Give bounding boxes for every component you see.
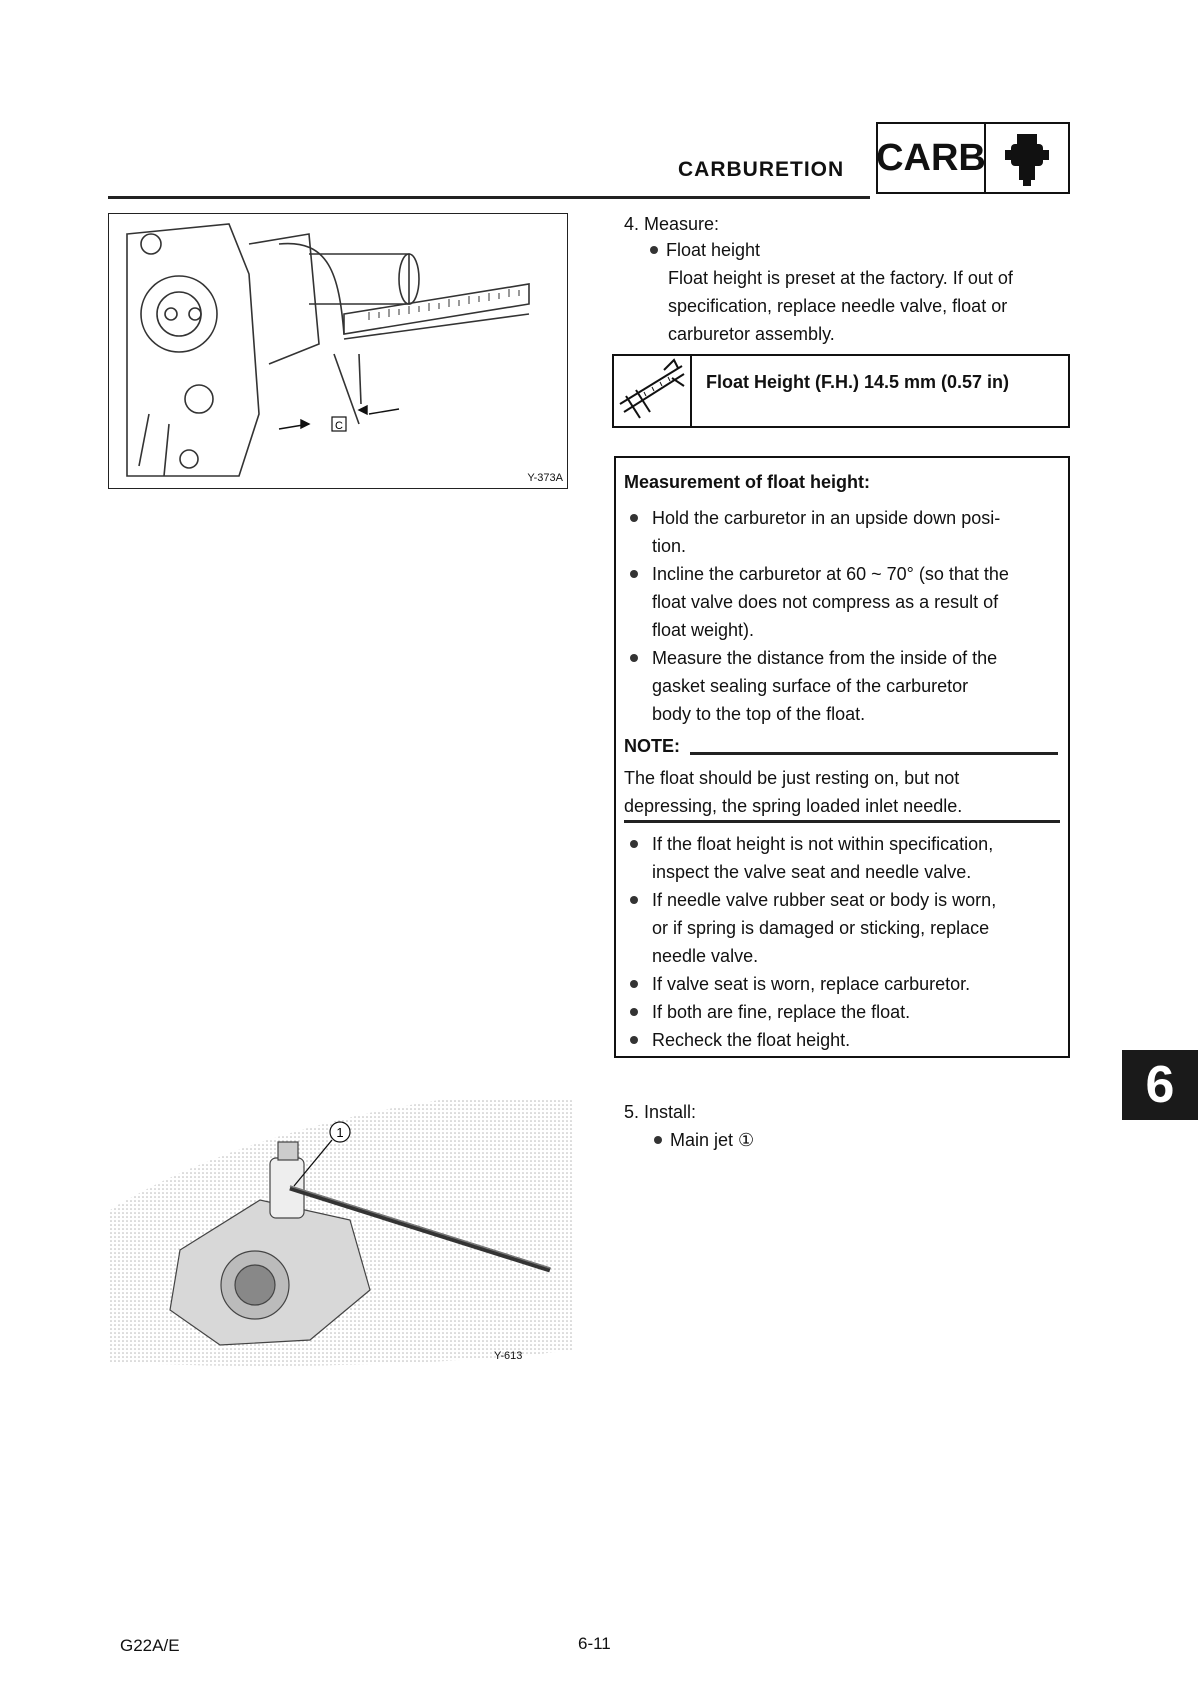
carburetor-icon <box>986 124 1068 192</box>
bullet-icon <box>630 896 638 904</box>
spec-box <box>612 354 1070 428</box>
float-height-figure <box>108 213 568 489</box>
figure-callout-c: C <box>335 420 343 432</box>
chapter-tab: 6 <box>1122 1050 1198 1120</box>
measurement-procedure-box <box>614 456 1070 1058</box>
note-label: NOTE: <box>624 736 680 756</box>
note-rule <box>690 752 1058 755</box>
desc-line: carburetor assembly. <box>668 324 835 344</box>
step-4-item <box>650 236 760 264</box>
main-jet-figure <box>110 1100 572 1370</box>
section-tag-box <box>876 122 1070 194</box>
step-4-description <box>668 264 1078 348</box>
bullet-icon <box>650 246 658 254</box>
figure-code: Y-373A <box>527 472 563 484</box>
list-item: If the float height is not within specification, inspect the valve seat and needle valve. <box>626 830 1056 886</box>
step-5-item-label: Main jet ① <box>670 1130 755 1150</box>
desc-line: specification, replace needle valve, float or <box>668 296 1008 316</box>
figure-code: Y-613 <box>494 1350 523 1362</box>
list-item: If both are fine, replace the float. <box>626 998 1056 1026</box>
main-jet-photo <box>110 1100 572 1370</box>
header-rule <box>108 196 870 199</box>
list-item: If valve seat is worn, replace carburetor. <box>626 970 1056 998</box>
spec-value: Float Height (F.H.) 14.5 mm (0.57 in) <box>706 372 1010 392</box>
bullet-icon <box>630 1008 638 1016</box>
list-item: Hold the carburetor in an upside down posi- tion. <box>626 504 1056 560</box>
list-item: If needle valve rubber seat or body is worn, or if spring is damaged or sticking, replace needle valve. <box>626 886 1056 970</box>
step-5-item <box>654 1126 754 1154</box>
bullet-icon <box>654 1136 662 1144</box>
list-item: Incline the carburetor at 60 ~ 70° (so that the float valve does not compress as a result of float weight). <box>626 560 1056 644</box>
bullet-icon <box>630 654 638 662</box>
bullet-icon <box>630 840 638 848</box>
bullet-icon <box>630 980 638 988</box>
measurement-title: Measurement of float height: <box>624 472 871 492</box>
desc-line: Float height is preset at the factory. If out of <box>668 268 1013 288</box>
section-tag: CARB <box>878 124 986 192</box>
list-item: Recheck the float height. <box>626 1026 1056 1054</box>
step-4-heading: 4. Measure: <box>624 214 720 234</box>
list-item: Measure the distance from the inside of the gasket sealing surface of the carburetor body to the top of the float. <box>626 644 1056 728</box>
bullet-icon <box>630 1036 638 1044</box>
section-title: CARBURETION <box>678 158 845 181</box>
step-4-item-label: Float height <box>666 240 761 260</box>
note-text: The float should be just resting on, but not depressing, the spring loaded inlet needle. <box>624 768 963 816</box>
bullet-icon <box>630 514 638 522</box>
page-number: 6-11 <box>578 1634 611 1653</box>
bullet-icon <box>630 570 638 578</box>
caliper-icon <box>614 356 692 426</box>
figure-callout-1: 1 <box>336 1125 344 1140</box>
footer-model: G22A/E <box>120 1636 180 1655</box>
float-height-illustration <box>109 214 568 489</box>
note-end-rule <box>624 820 1060 823</box>
step-5-heading: 5. Install: <box>624 1102 697 1122</box>
